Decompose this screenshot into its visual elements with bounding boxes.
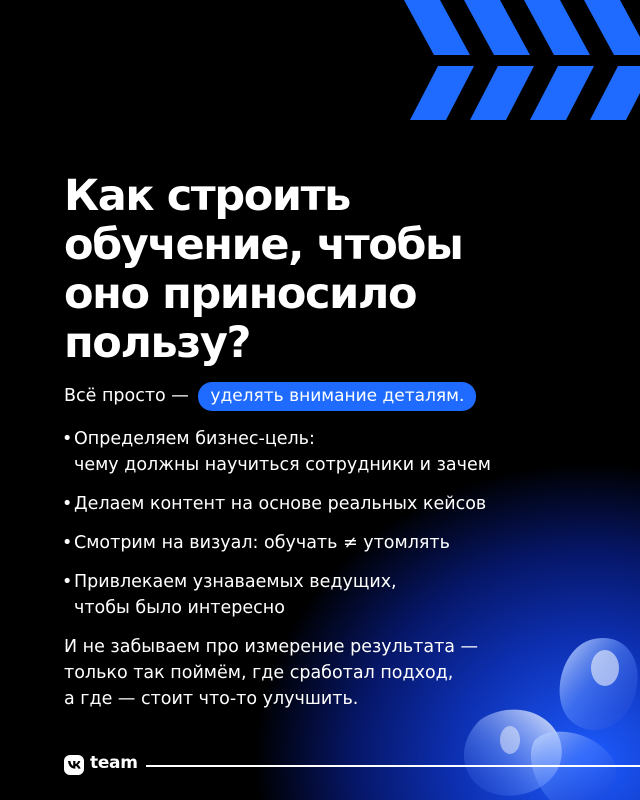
highlight-pill: уделять внимание деталям. [198,382,476,411]
list-item-text: • Смотрим на визуал: обучать ≠ утомлять [74,533,450,553]
page-title [64,172,584,368]
list-item-text: чему должны научиться сотрудники и зачем [74,455,491,475]
list-item [62,530,602,556]
title-line: Как строить [64,171,350,221]
intro-line [64,382,476,411]
list-item-text: • Определяем бизнес-цель: [74,429,315,449]
list-item [62,491,602,517]
footer [64,752,640,778]
list-item [62,426,602,478]
closing-line: только так поймём, где сработал подход, [64,663,454,683]
title-line: пользу? [64,318,251,368]
closing-line: а где — стоит что-то улучшить. [64,689,359,709]
decorative-stripes [0,0,640,130]
intro-text: Всё просто — [64,386,189,406]
list-item-text: • Делаем контент на основе реальных кейсов [74,494,487,514]
brand-name: team [90,753,138,773]
list-item-text: • Привлекаем узнаваемых ведущих, [74,572,397,592]
divider [146,765,640,767]
list-item-text: чтобы было интересно [74,598,285,618]
title-line: оно приносило [64,269,417,319]
vk-logo-icon [64,755,84,775]
closing-line: И не забываем про измерение результата — [64,637,479,657]
title-line: обучение, чтобы [64,220,463,270]
